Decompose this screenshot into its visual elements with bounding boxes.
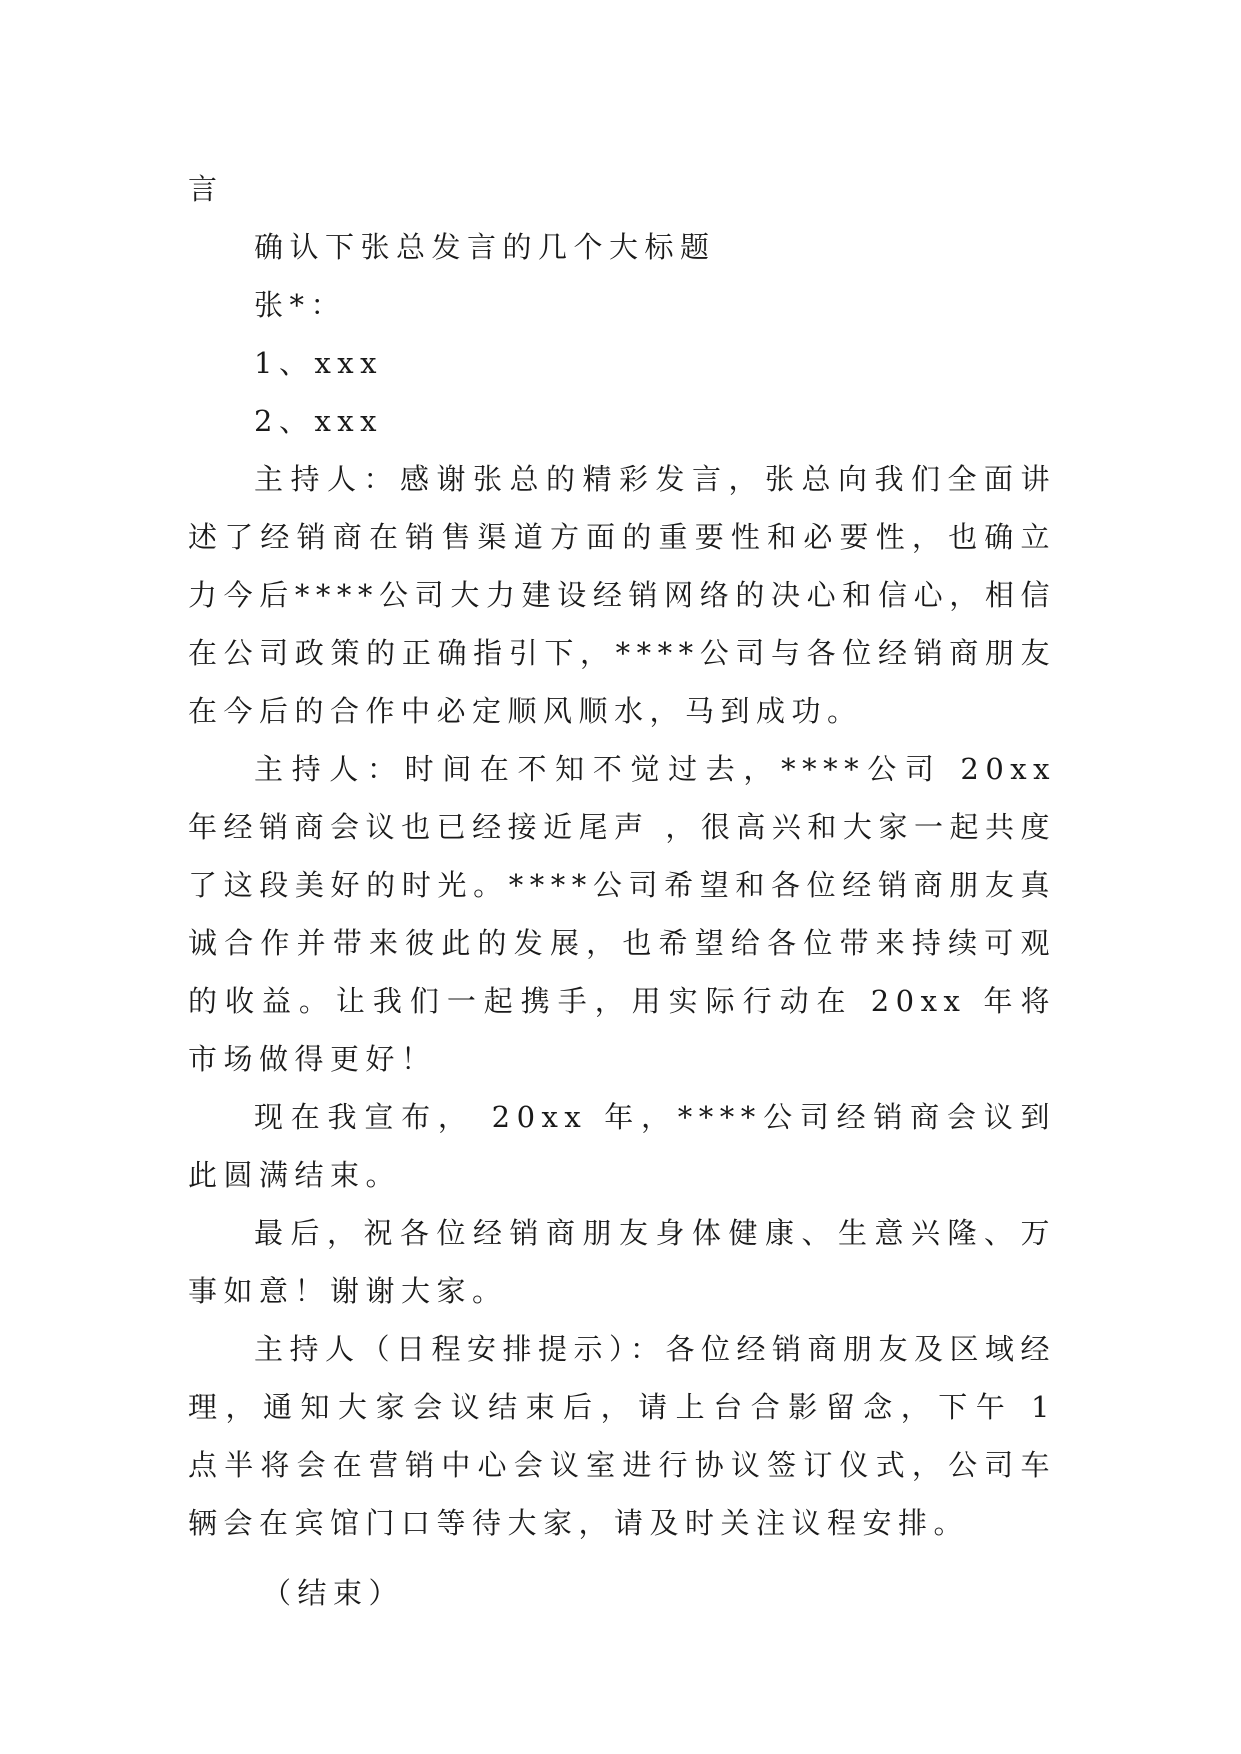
paragraph-schedule-notice: 主持人（日程安排提示）：各位经销商朋友及区域经理，通知大家会议结束后，请上台合影留念，下午 1 点半将会在营销中心会议室进行协议签订仪式，公司车辆会在宾馆门口等待大家，请及时关注议程安排。: [188, 1332, 1057, 1540]
paragraph-host-closing: 主持人：时间在不知不觉过去，****公司 20xx 年经销商会议也已经接近尾声 ，很高兴和大家一起共度了这段美好的时光。****公司希望和各位经销商朋友真诚合作并带来彼此的发展，也希望给各位带来持续可观的收益。让我们一起携手，用实际行动在 20xx 年将市场做得更好！: [188, 752, 1056, 1076]
paragraph-wishes: 最后，祝各位经销商朋友身体健康、生意兴隆、万事如意！谢谢大家。: [188, 1216, 1056, 1308]
paragraph-end-marker: （结束）: [262, 1576, 405, 1610]
paragraph-announcement: 现在我宣布， 20xx 年，****公司经销商会议到此圆满结束。: [188, 1100, 1056, 1192]
paragraph-item-2: 2、xxx: [254, 404, 384, 438]
paragraph-continuation: 言: [188, 172, 224, 206]
paragraph-heading-confirm: 确认下张总发言的几个大标题: [254, 230, 716, 264]
paragraph-item-1: 1、xxx: [254, 346, 384, 380]
document-body: [188, 160, 1056, 1622]
paragraph-speaker-zhang: 张*：: [254, 288, 347, 322]
paragraph-host-thanks: 主持人：感谢张总的精彩发言，张总向我们全面讲述了经销商在销售渠道方面的重要性和必要性，也确立力今后****公司大力建设经销网络的决心和信心，相信在公司政策的正确指引下，****公司与各位经销商朋友在今后的合作中必定顺风顺水，马到成功。: [188, 462, 1056, 728]
